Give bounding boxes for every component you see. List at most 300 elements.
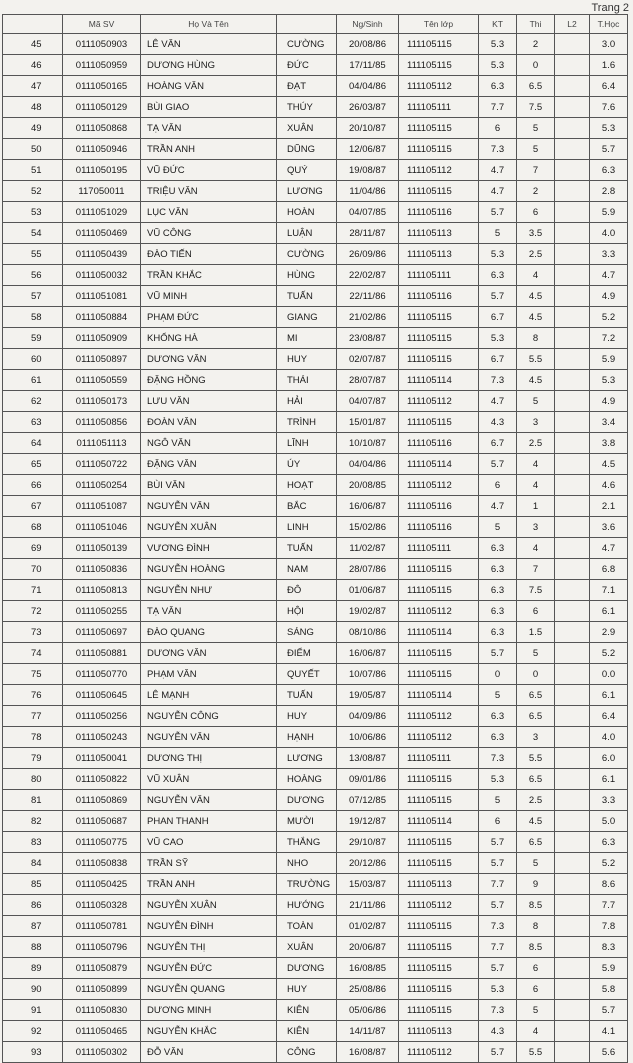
- surname-cell: NGUYỄN VĂN: [141, 496, 277, 517]
- kt-score-cell: 6.3: [479, 601, 517, 622]
- row-number: 56: [3, 265, 63, 286]
- table-body: [3, 34, 628, 1063]
- birth-date-cell: 04/09/86: [337, 706, 399, 727]
- given-name-cell: GIANG: [277, 307, 337, 328]
- l2-score-cell: [555, 1042, 590, 1063]
- exam-score-cell: 5: [517, 643, 555, 664]
- header-kt: KT: [479, 15, 517, 34]
- surname-cell: VŨ CÔNG: [141, 223, 277, 244]
- l2-score-cell: [555, 601, 590, 622]
- surname-cell: LƯU VĂN: [141, 391, 277, 412]
- kt-score-cell: 4.7: [479, 496, 517, 517]
- kt-score-cell: 6.7: [479, 349, 517, 370]
- row-number: 53: [3, 202, 63, 223]
- given-name-cell: THÚY: [277, 97, 337, 118]
- given-name-cell: MƯỜI: [277, 811, 337, 832]
- surname-cell: LỤC VĂN: [141, 202, 277, 223]
- class-cell: 111105112: [399, 160, 479, 181]
- l2-score-cell: [555, 244, 590, 265]
- student-id-cell: 0111050254: [63, 475, 141, 496]
- l2-score-cell: [555, 916, 590, 937]
- row-number: 46: [3, 55, 63, 76]
- final-score-cell: 6.4: [590, 76, 628, 97]
- final-score-cell: 5.2: [590, 643, 628, 664]
- l2-score-cell: [555, 118, 590, 139]
- l2-score-cell: [555, 265, 590, 286]
- kt-score-cell: 6: [479, 811, 517, 832]
- exam-score-cell: 2.5: [517, 790, 555, 811]
- surname-cell: NGUYỄN HOÀNG: [141, 559, 277, 580]
- given-name-cell: CƯỜNG: [277, 34, 337, 55]
- class-cell: 111105113: [399, 1021, 479, 1042]
- student-id-cell: 0111050830: [63, 1000, 141, 1021]
- row-number: 76: [3, 685, 63, 706]
- exam-score-cell: 8.5: [517, 895, 555, 916]
- student-id-cell: 0111050813: [63, 580, 141, 601]
- student-id-cell: 0111050302: [63, 1042, 141, 1063]
- birth-date-cell: 19/02/87: [337, 601, 399, 622]
- surname-cell: NGUYỄN VĂN: [141, 727, 277, 748]
- class-cell: 111105115: [399, 328, 479, 349]
- surname-cell: NGUYỄN XUÂN: [141, 517, 277, 538]
- l2-score-cell: [555, 139, 590, 160]
- class-cell: 111105112: [399, 706, 479, 727]
- kt-score-cell: 6: [479, 118, 517, 139]
- birth-date-cell: 21/11/86: [337, 895, 399, 916]
- birth-date-cell: 11/04/86: [337, 181, 399, 202]
- student-id-cell: 0111050256: [63, 706, 141, 727]
- l2-score-cell: [555, 748, 590, 769]
- table-row: [3, 139, 628, 160]
- exam-score-cell: 3: [517, 727, 555, 748]
- exam-score-cell: 5: [517, 139, 555, 160]
- class-cell: 111105112: [399, 76, 479, 97]
- exam-score-cell: 4.5: [517, 811, 555, 832]
- surname-cell: LÊ VĂN: [141, 34, 277, 55]
- birth-date-cell: 14/11/87: [337, 1021, 399, 1042]
- exam-score-cell: 4: [517, 454, 555, 475]
- exam-score-cell: 2: [517, 181, 555, 202]
- final-score-cell: 6.4: [590, 706, 628, 727]
- surname-cell: ĐÀO TIẾN: [141, 244, 277, 265]
- given-name-cell: TUẤN: [277, 538, 337, 559]
- class-cell: 111105115: [399, 118, 479, 139]
- birth-date-cell: 28/07/86: [337, 559, 399, 580]
- given-name-cell: ĐIỂM: [277, 643, 337, 664]
- row-number: 68: [3, 517, 63, 538]
- exam-score-cell: 6: [517, 958, 555, 979]
- table-row: [3, 517, 628, 538]
- row-number: 45: [3, 34, 63, 55]
- table-row: [3, 391, 628, 412]
- student-id-cell: 0111050173: [63, 391, 141, 412]
- surname-cell: ĐÀO QUANG: [141, 622, 277, 643]
- table-row: [3, 160, 628, 181]
- given-name-cell: TRƯỜNG: [277, 874, 337, 895]
- table-row: [3, 328, 628, 349]
- row-number: 88: [3, 937, 63, 958]
- row-number: 78: [3, 727, 63, 748]
- final-score-cell: 6.3: [590, 160, 628, 181]
- final-score-cell: 3.4: [590, 412, 628, 433]
- row-number: 92: [3, 1021, 63, 1042]
- birth-date-cell: 16/08/85: [337, 958, 399, 979]
- l2-score-cell: [555, 874, 590, 895]
- exam-score-cell: 4.5: [517, 370, 555, 391]
- surname-cell: NGUYỄN QUANG: [141, 979, 277, 1000]
- l2-score-cell: [555, 769, 590, 790]
- exam-score-cell: 2: [517, 34, 555, 55]
- class-cell: 111105111: [399, 748, 479, 769]
- class-cell: 111105115: [399, 580, 479, 601]
- exam-score-cell: 1.5: [517, 622, 555, 643]
- exam-score-cell: 4: [517, 265, 555, 286]
- l2-score-cell: [555, 412, 590, 433]
- student-id-cell: 0111050465: [63, 1021, 141, 1042]
- birth-date-cell: 20/12/86: [337, 853, 399, 874]
- student-id-cell: 0111050781: [63, 916, 141, 937]
- class-cell: 111105115: [399, 958, 479, 979]
- birth-date-cell: 20/08/85: [337, 475, 399, 496]
- exam-score-cell: 5: [517, 118, 555, 139]
- kt-score-cell: 6.3: [479, 580, 517, 601]
- kt-score-cell: 7.3: [479, 748, 517, 769]
- given-name-cell: XUÂN: [277, 937, 337, 958]
- final-score-cell: 2.8: [590, 181, 628, 202]
- l2-score-cell: [555, 76, 590, 97]
- class-cell: 111105116: [399, 496, 479, 517]
- surname-cell: PHẠM ĐỨC: [141, 307, 277, 328]
- class-cell: 111105115: [399, 769, 479, 790]
- kt-score-cell: 4.3: [479, 412, 517, 433]
- birth-date-cell: 19/05/87: [337, 685, 399, 706]
- class-cell: 111105115: [399, 979, 479, 1000]
- l2-score-cell: [555, 853, 590, 874]
- kt-score-cell: 4.7: [479, 181, 517, 202]
- header-full-name: Họ Và Tên: [141, 15, 277, 34]
- table-row: [3, 496, 628, 517]
- final-score-cell: 5.9: [590, 958, 628, 979]
- exam-score-cell: 3.5: [517, 223, 555, 244]
- surname-cell: TRIỆU VĂN: [141, 181, 277, 202]
- kt-score-cell: 6.3: [479, 265, 517, 286]
- table-row: [3, 853, 628, 874]
- final-score-cell: 4.9: [590, 391, 628, 412]
- table-row: [3, 559, 628, 580]
- birth-date-cell: 12/06/87: [337, 139, 399, 160]
- final-score-cell: 5.7: [590, 1000, 628, 1021]
- given-name-cell: TUẤN: [277, 685, 337, 706]
- final-score-cell: 2.9: [590, 622, 628, 643]
- given-name-cell: THẮNG: [277, 832, 337, 853]
- student-id-cell: 0111050856: [63, 412, 141, 433]
- l2-score-cell: [555, 97, 590, 118]
- student-id-cell: 0111050822: [63, 769, 141, 790]
- birth-date-cell: 28/11/87: [337, 223, 399, 244]
- student-id-cell: 0111050469: [63, 223, 141, 244]
- class-cell: 111105115: [399, 34, 479, 55]
- row-number: 47: [3, 76, 63, 97]
- birth-date-cell: 20/06/87: [337, 937, 399, 958]
- exam-score-cell: 1: [517, 496, 555, 517]
- given-name-cell: ĐỨC: [277, 55, 337, 76]
- row-number: 77: [3, 706, 63, 727]
- row-number: 93: [3, 1042, 63, 1063]
- surname-cell: ĐẶNG VĂN: [141, 454, 277, 475]
- given-name-cell: THÁI: [277, 370, 337, 391]
- row-number: 54: [3, 223, 63, 244]
- table-row: [3, 790, 628, 811]
- class-cell: 111105113: [399, 244, 479, 265]
- l2-score-cell: [555, 895, 590, 916]
- given-name-cell: KIÊN: [277, 1000, 337, 1021]
- l2-score-cell: [555, 538, 590, 559]
- given-name-cell: XUÂN: [277, 118, 337, 139]
- given-name-cell: CÔNG: [277, 1042, 337, 1063]
- surname-cell: VŨ XUÂN: [141, 769, 277, 790]
- final-score-cell: 3.3: [590, 244, 628, 265]
- l2-score-cell: [555, 937, 590, 958]
- class-cell: 111105115: [399, 853, 479, 874]
- class-cell: 111105114: [399, 454, 479, 475]
- surname-cell: TẠ VĂN: [141, 118, 277, 139]
- table-row: [3, 727, 628, 748]
- final-score-cell: 2.1: [590, 496, 628, 517]
- kt-score-cell: 6.3: [479, 706, 517, 727]
- birth-date-cell: 16/06/87: [337, 496, 399, 517]
- row-number: 49: [3, 118, 63, 139]
- surname-cell: TẠ VĂN: [141, 601, 277, 622]
- table-row: [3, 370, 628, 391]
- class-cell: 111105115: [399, 790, 479, 811]
- surname-cell: NGUYỄN CÔNG: [141, 706, 277, 727]
- student-id-cell: 0111050165: [63, 76, 141, 97]
- birth-date-cell: 10/06/86: [337, 727, 399, 748]
- birth-date-cell: 02/07/87: [337, 349, 399, 370]
- student-id-cell: 0111050881: [63, 643, 141, 664]
- surname-cell: DƯƠNG VĂN: [141, 349, 277, 370]
- final-score-cell: 5.9: [590, 349, 628, 370]
- table-row: [3, 307, 628, 328]
- student-id-cell: 0111050722: [63, 454, 141, 475]
- final-score-cell: 0.0: [590, 664, 628, 685]
- class-cell: 111105111: [399, 538, 479, 559]
- surname-cell: NGUYỄN NHƯ: [141, 580, 277, 601]
- kt-score-cell: 5.3: [479, 244, 517, 265]
- given-name-cell: LUẬN: [277, 223, 337, 244]
- final-score-cell: 4.1: [590, 1021, 628, 1042]
- kt-score-cell: 6.3: [479, 538, 517, 559]
- row-number: 66: [3, 475, 63, 496]
- surname-cell: NGUYỄN VĂN: [141, 790, 277, 811]
- kt-score-cell: 5: [479, 685, 517, 706]
- table-row: [3, 769, 628, 790]
- given-name-cell: LƯƠNG: [277, 748, 337, 769]
- row-number: 82: [3, 811, 63, 832]
- exam-score-cell: 6.5: [517, 76, 555, 97]
- surname-cell: NGUYỄN XUÂN: [141, 895, 277, 916]
- l2-score-cell: [555, 223, 590, 244]
- final-score-cell: 5.3: [590, 370, 628, 391]
- surname-cell: VŨ CAO: [141, 832, 277, 853]
- exam-score-cell: 6: [517, 979, 555, 1000]
- row-number: 52: [3, 181, 63, 202]
- surname-cell: TRẦN SỸ: [141, 853, 277, 874]
- class-cell: 111105114: [399, 811, 479, 832]
- kt-score-cell: 5.7: [479, 1042, 517, 1063]
- l2-score-cell: [555, 286, 590, 307]
- surname-cell: VŨ MINH: [141, 286, 277, 307]
- kt-score-cell: 7.3: [479, 139, 517, 160]
- given-name-cell: ÚY: [277, 454, 337, 475]
- birth-date-cell: 04/07/87: [337, 391, 399, 412]
- kt-score-cell: 7.7: [479, 874, 517, 895]
- row-number: 51: [3, 160, 63, 181]
- header-student-id: Mã SV: [63, 15, 141, 34]
- final-score-cell: 5.3: [590, 118, 628, 139]
- exam-score-cell: 4: [517, 1021, 555, 1042]
- surname-cell: NGUYỄN ĐÌNH: [141, 916, 277, 937]
- final-score-cell: 5.2: [590, 853, 628, 874]
- final-score-cell: 6.1: [590, 769, 628, 790]
- given-name-cell: HỘI: [277, 601, 337, 622]
- exam-score-cell: 4.5: [517, 286, 555, 307]
- class-cell: 111105111: [399, 97, 479, 118]
- surname-cell: DƯƠNG HÙNG: [141, 55, 277, 76]
- row-number: 81: [3, 790, 63, 811]
- birth-date-cell: 10/07/86: [337, 664, 399, 685]
- birth-date-cell: 10/10/87: [337, 433, 399, 454]
- surname-cell: ĐẶNG HỒNG: [141, 370, 277, 391]
- given-name-cell: QUYẾT: [277, 664, 337, 685]
- row-number: 84: [3, 853, 63, 874]
- class-cell: 111105115: [399, 412, 479, 433]
- birth-date-cell: 15/02/86: [337, 517, 399, 538]
- student-id-cell: 0111050796: [63, 937, 141, 958]
- exam-score-cell: 5: [517, 1000, 555, 1021]
- kt-score-cell: 5.7: [479, 958, 517, 979]
- birth-date-cell: 28/07/87: [337, 370, 399, 391]
- table-row: [3, 412, 628, 433]
- given-name-cell: BẮC: [277, 496, 337, 517]
- given-name-cell: NAM: [277, 559, 337, 580]
- student-id-cell: 0111050770: [63, 664, 141, 685]
- row-number: 55: [3, 244, 63, 265]
- l2-score-cell: [555, 307, 590, 328]
- student-id-cell: 0111050687: [63, 811, 141, 832]
- birth-date-cell: 21/02/86: [337, 307, 399, 328]
- exam-score-cell: 6: [517, 601, 555, 622]
- table-row: [3, 244, 628, 265]
- exam-score-cell: 7.5: [517, 580, 555, 601]
- table-row: [3, 706, 628, 727]
- l2-score-cell: [555, 832, 590, 853]
- surname-cell: TRẦN ANH: [141, 874, 277, 895]
- given-name-cell: HẠNH: [277, 727, 337, 748]
- class-cell: 111105115: [399, 559, 479, 580]
- final-score-cell: 8.6: [590, 874, 628, 895]
- exam-score-cell: 0: [517, 664, 555, 685]
- given-name-cell: CƯỜNG: [277, 244, 337, 265]
- row-number: 75: [3, 664, 63, 685]
- row-number: 57: [3, 286, 63, 307]
- given-name-cell: TOÀN: [277, 916, 337, 937]
- given-name-cell: LƯƠNG: [277, 181, 337, 202]
- table-row: [3, 181, 628, 202]
- l2-score-cell: [555, 160, 590, 181]
- exam-score-cell: 7: [517, 559, 555, 580]
- final-score-cell: 5.2: [590, 307, 628, 328]
- l2-score-cell: [555, 454, 590, 475]
- row-number: 58: [3, 307, 63, 328]
- table-row: [3, 538, 628, 559]
- header-row: [3, 15, 628, 34]
- birth-date-cell: 16/06/87: [337, 643, 399, 664]
- exam-score-cell: 3: [517, 517, 555, 538]
- table-row: [3, 1000, 628, 1021]
- final-score-cell: 6.0: [590, 748, 628, 769]
- l2-score-cell: [555, 181, 590, 202]
- l2-score-cell: [555, 370, 590, 391]
- given-name-cell: DŨNG: [277, 139, 337, 160]
- given-name-cell: HẢI: [277, 391, 337, 412]
- table-row: [3, 622, 628, 643]
- birth-date-cell: 07/12/85: [337, 790, 399, 811]
- birth-date-cell: 22/11/86: [337, 286, 399, 307]
- final-score-cell: 4.6: [590, 475, 628, 496]
- given-name-cell: LINH: [277, 517, 337, 538]
- class-cell: 111105112: [399, 391, 479, 412]
- final-score-cell: 3.6: [590, 517, 628, 538]
- student-id-cell: 0111050645: [63, 685, 141, 706]
- row-number: 59: [3, 328, 63, 349]
- kt-score-cell: 7.3: [479, 370, 517, 391]
- exam-score-cell: 6: [517, 202, 555, 223]
- page-number-label: Trang 2: [591, 2, 629, 14]
- table-row: [3, 1021, 628, 1042]
- row-number: 74: [3, 643, 63, 664]
- surname-cell: PHAN THANH: [141, 811, 277, 832]
- kt-score-cell: 5.7: [479, 832, 517, 853]
- surname-cell: LÊ MẠNH: [141, 685, 277, 706]
- surname-cell: NGÔ VĂN: [141, 433, 277, 454]
- student-id-cell: 0111051113: [63, 433, 141, 454]
- final-score-cell: 4.9: [590, 286, 628, 307]
- surname-cell: VƯƠNG ĐÌNH: [141, 538, 277, 559]
- student-id-cell: 117050011: [63, 181, 141, 202]
- final-score-cell: 4.7: [590, 538, 628, 559]
- exam-score-cell: 4: [517, 475, 555, 496]
- final-score-cell: 5.8: [590, 979, 628, 1000]
- table-row: [3, 349, 628, 370]
- row-number: 62: [3, 391, 63, 412]
- exam-score-cell: 6.5: [517, 706, 555, 727]
- final-score-cell: 5.0: [590, 811, 628, 832]
- student-id-cell: 0111050032: [63, 265, 141, 286]
- final-score-cell: 6.1: [590, 685, 628, 706]
- row-number: 87: [3, 916, 63, 937]
- row-number: 65: [3, 454, 63, 475]
- table-row: [3, 265, 628, 286]
- surname-cell: ĐOÀN VĂN: [141, 412, 277, 433]
- class-cell: 111105115: [399, 1000, 479, 1021]
- row-number: 67: [3, 496, 63, 517]
- class-cell: 111105115: [399, 832, 479, 853]
- row-number: 61: [3, 370, 63, 391]
- row-number: 86: [3, 895, 63, 916]
- table-row: [3, 601, 628, 622]
- row-number: 69: [3, 538, 63, 559]
